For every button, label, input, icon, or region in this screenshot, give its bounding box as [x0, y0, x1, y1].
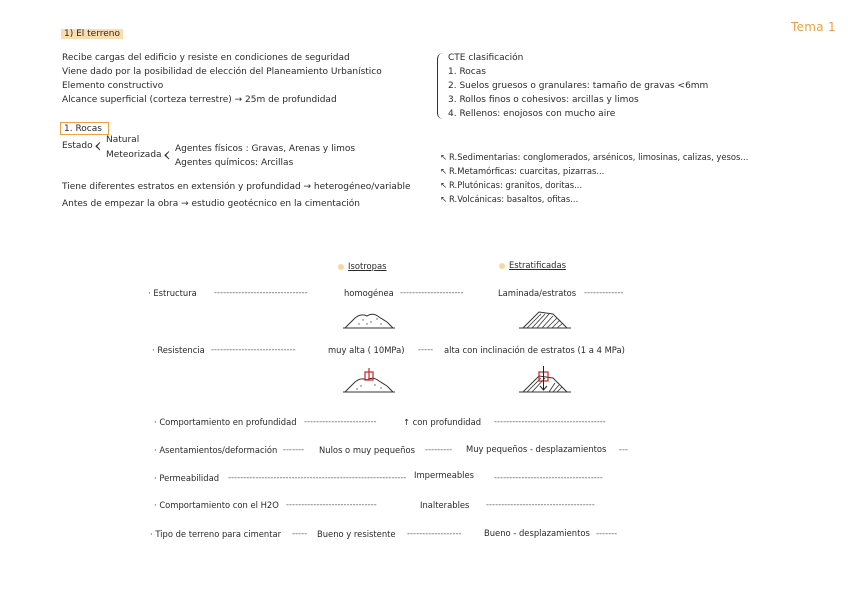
intro-line-1: Recibe cargas del edificio y resiste en condiciones de seguridad [62, 53, 350, 63]
row-tipo-dash-1: ----- [292, 528, 308, 538]
rock-homogenea-sketch-icon [343, 310, 395, 330]
cte-item-4: 4. Rellenos: enojosos con mucho aire [448, 109, 616, 119]
row-comportamiento-dash-1: ------------------------ [304, 416, 377, 426]
row-comportamiento-label: · Comportamiento en profundidad [154, 417, 297, 427]
rock-type-1: ↖ R.Sedimentarias: conglomerados, arsénicos, limosinas, calizas, yesos... [440, 152, 749, 162]
cte-brace [437, 53, 446, 119]
row-tipo-estratificadas: Bueno - desplazamientos [484, 528, 590, 538]
cte-title: CTE clasificación [448, 53, 524, 63]
estratos-line: Tiene diferentes estratos en extensión y profundidad → heterogéneo/variable [62, 182, 411, 192]
rock-type-3: ↖ R.Plutónicas: granitos, doritas... [440, 180, 583, 190]
row-asentamientos-dash-3: --- [619, 444, 629, 454]
cte-item-2: 2. Suelos gruesos o granulares: tamaño de gravas <6mm [448, 81, 709, 91]
row-h2o-dash-1: ------------------------------ [286, 499, 377, 509]
row-estructura-dash-2: --------------------- [400, 287, 464, 297]
intro-line-3: Elemento constructivo [62, 81, 164, 91]
row-tipo-label: · Tipo de terreno para cimentar [150, 529, 282, 539]
row-resistencia-dash-1: ---------------------------- [211, 344, 296, 354]
row-comportamiento-dash-2: ------------------------------------- [494, 416, 606, 426]
rock-estratos-sketch-icon [519, 308, 571, 330]
row-asentamientos-label: · Asentamientos/deformación [154, 445, 278, 455]
section-title [61, 29, 123, 40]
row-h2o-dash-2: ------------------------------------ [486, 499, 595, 509]
row-tipo-dash-2: ------------------ [407, 528, 462, 538]
section-title-text: 1) El terreno [61, 29, 123, 39]
row-tipo-isotropas: Bueno y resistente [317, 529, 396, 539]
estudio-line: Antes de empezar la obra → estudio geotécnico en la cimentación [62, 199, 360, 209]
meteorizada-brace: ‹ [163, 142, 171, 166]
estado-brace: ‹ [94, 133, 102, 157]
row-asentamientos-isotropas: Nulos o muy pequeños [319, 445, 415, 455]
cte-item-3: 3. Rollos finos o cohesivos: arcillas y limos [448, 95, 639, 105]
estratificadas-dot-icon [499, 263, 505, 269]
row-asentamientos-dash-2: --------- [425, 444, 453, 454]
row-estructura-isotropas: homogénea [344, 288, 394, 298]
row-resistencia-dash-2: ----- [418, 344, 434, 354]
row-resistencia-label: · Resistencia [152, 345, 205, 355]
row-permeabilidad-label: · Permeabilidad [154, 473, 220, 483]
row-estructura-estratificadas: Laminada/estratos [498, 288, 577, 298]
row-resistencia-estratificadas: alta con inclinación de estratos (1 a 4 MPa) [444, 345, 625, 355]
natural-label: Natural [106, 135, 140, 145]
agentes-quimicos: Agentes químicos: Arcillas [175, 158, 294, 168]
meteorizada-label: Meteorizada [106, 150, 162, 160]
rock-load-homogenea-sketch-icon [343, 368, 395, 394]
row-comportamiento-value: ↑ con profundidad [403, 417, 482, 427]
row-asentamientos-estratificadas: Muy pequeños - desplazamientos [466, 444, 607, 454]
rock-load-estratos-sketch-icon [519, 366, 571, 394]
intro-line-4: Alcance superficial (corteza terrestre) → 25m de profundidad [62, 95, 337, 105]
row-h2o-label: · Comportamiento con el H2O [154, 500, 279, 510]
row-permeabilidad-dash-1: ----------------------------------------------------------- [228, 472, 407, 482]
row-permeabilidad-dash-2: ------------------------------------ [494, 472, 603, 482]
row-resistencia-isotropas: muy alta ( 10MPa) [328, 345, 405, 355]
row-tipo-dash-3: ------- [596, 528, 618, 538]
rocas-heading-text: 1. Rocas [60, 122, 109, 135]
col-isotropas: Isotropas [338, 261, 386, 272]
row-estructura-dash-3: ------------- [584, 287, 624, 297]
row-asentamientos-dash-1: ------- [283, 444, 305, 454]
row-estructura-dash-1: ------------------------------- [214, 287, 308, 297]
cte-item-1: 1. Rocas [448, 67, 486, 77]
row-permeabilidad-value: Impermeables [414, 470, 474, 480]
row-h2o-value: Inalterables [420, 500, 470, 510]
intro-line-2: Viene dado por la posibilidad de elección del Planeamiento Urbanístico [62, 67, 382, 77]
agentes-fisicos: Agentes físicos : Gravas, Arenas y limos [175, 144, 356, 154]
estado-label: Estado [62, 141, 93, 151]
rock-type-4: ↖ R.Volcánicas: basaltos, ofitas... [440, 194, 579, 204]
isotropas-dot-icon [338, 264, 344, 270]
col-estratificadas: Estratificadas [499, 260, 566, 271]
row-estructura-label: · Estructura [148, 288, 197, 298]
tema-label: Tema 1 [791, 20, 836, 34]
rock-type-2: ↖ R.Metamórficas: cuarcitas, pizarras... [440, 166, 605, 176]
